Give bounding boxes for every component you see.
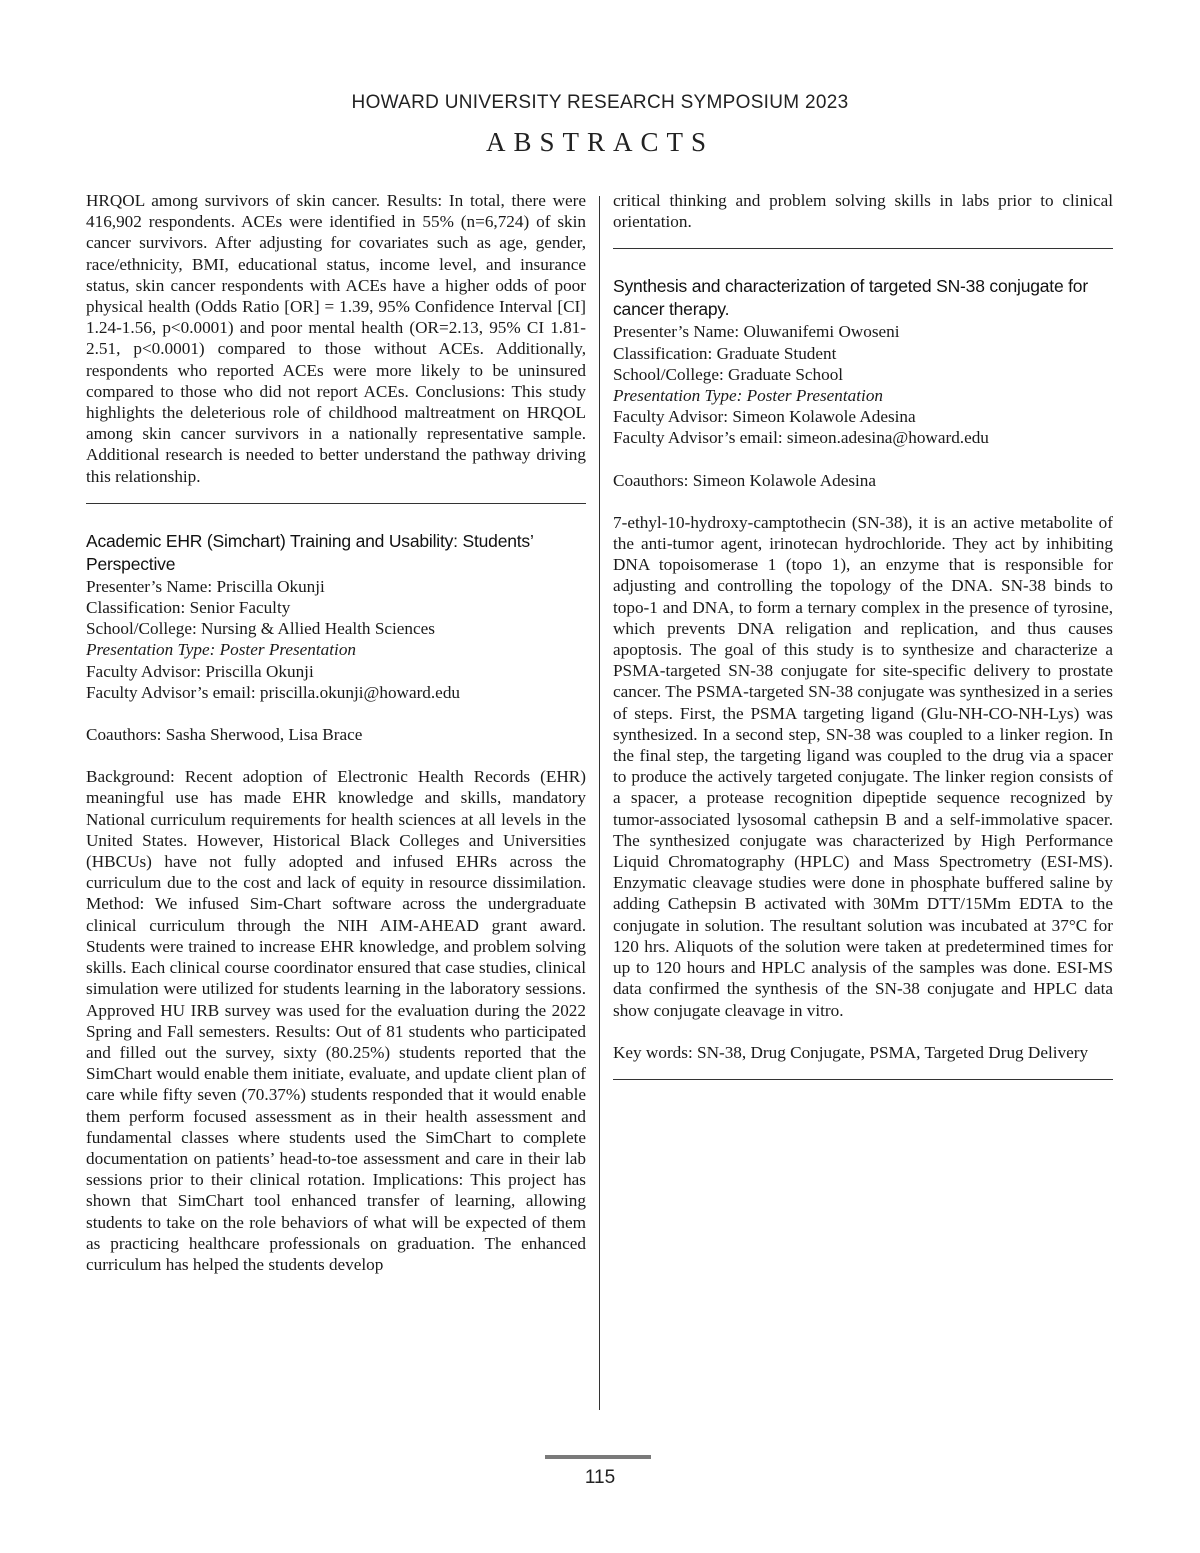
presentation-type: Presentation Type: Poster Presentation bbox=[613, 386, 884, 406]
left-column bbox=[86, 190, 586, 1275]
section-title: ABSTRACTS bbox=[485, 127, 715, 157]
keywords: Key words: SN-38, Drug Conjugate, PSMA, Targeted Drug Delivery bbox=[613, 1042, 1089, 1062]
abstract-title: Academic EHR (Simchart) Training and Usability: Students’ Perspective bbox=[86, 530, 534, 574]
school-college: School/College: Graduate School bbox=[613, 364, 844, 384]
page-number: 115 bbox=[584, 1467, 616, 1488]
abstract-separator bbox=[86, 503, 586, 504]
coauthors: Coauthors: Simeon Kolawole Adesina bbox=[613, 470, 877, 490]
classification: Classification: Graduate Student bbox=[613, 343, 837, 363]
continued-abstract-text: HRQOL among survivors of skin cancer. Results: In total, there were 416,902 respondents. ACEs were identified in 55% (n=6,724) of skin cancer survivors. After adjusting for covariates such as age, gender, race/ethnicity, BMI, educational status, income level, and insurance status, skin cancer respondents with ACEs have a higher odds of poor physical health (Odds Ratio [OR] = 1.39, 95% Confidence Interval [CI] 1.24-1.56, p<0.0001) and poor mental health (OR=2.13, 95% CI 1.81-2.51, p<0.0001) compared to those without ACEs. Additionally, respondents who reported ACEs were more likely to be uninsured compared to those who did not report ACEs. Conclusions: This study highlights the deleterious role of childhood maltreatment on HRQOL among skin cancer survivors in a nationally representative sample. Additional research is needed to better understand the pathway driving this relationship. bbox=[86, 191, 586, 486]
coauthors: Coauthors: Sasha Sherwood, Lisa Brace bbox=[86, 725, 363, 745]
presenter-name: Presenter’s Name: Oluwanifemi Owoseni bbox=[613, 322, 900, 342]
abstract-title: Synthesis and characterization of targeted SN-38 conjugate for cancer therapy. bbox=[613, 276, 1088, 320]
faculty-advisor-email: Faculty Advisor’s email: simeon.adesina@howard.edu bbox=[613, 428, 989, 448]
abstract-body: 7-ethyl-10-hydroxy-camptothecin (SN-38), it is an active metabolite of the anti-tumor agent, irinotecan hydrochloride. They act by inhibiting DNA topoisomerase 1 (topo 1), an enzyme that is responsible for adjusting and controlling the topology of the DNA. SN-38 binds to topo-1 and DNA, to form a ternary complex in the presence of tyrosine, which prevents DNA religation and replication, and thus causes apoptosis. The goal of this study is to synthesize and characterize a PSMA-targeted SN-38 conjugate for site-specific delivery to prostate cancer. The PSMA-targeted SN-38 conjugate was synthesized in a series of steps. First, the PSMA targeting ligand (Glu-NH-CO-NH-Lys) was synthesized. In a second step, SN-38 was coupled to a linker region. In the final step, the targeting ligand was coupled to the drug via a spacer to produce the actively targeted conjugate. The linker region consists of a spacer, a protease recognition dipeptide sequence recognized by tumor-associated lysosomal cathepsin B and a self-immolative spacer. The synthesized conjugate was characterized by High Performance Liquid Chromatography (HPLC) and Mass Spectrometry (ESI-MS). Enzymatic cleavage studies were done in phosphate buffered saline by adding Cathepsin B activated with 30Mm DTT/15Mm EDTA to the conjugate in solution. The resultant solution was incubated at 37°C for 120 hrs. Aliquots of the solution were taken at predetermined times for up to 120 hours and HPLC analysis of the samples was done. ESI-MS data confirmed the synthesis of the SN-38 conjugate and HPLC data show conjugate cleavage in vitro. bbox=[613, 512, 1113, 1020]
faculty-advisor: Faculty Advisor: Simeon Kolawole Adesina bbox=[613, 407, 916, 427]
faculty-advisor-email: Faculty Advisor’s email: priscilla.okunji@howard.edu bbox=[86, 682, 461, 702]
abstract-body: Background: Recent adoption of Electronic Health Records (EHR) meaningful use has made EHR knowledge and skills, mandatory National curriculum requirements for health sciences at all levels in the United States. However, Historical Black Colleges and Universities (HBCUs) have not fully adopted and infused EHRs across the curriculum due to the cost and lack of equity in resource dissimilation. Method: We infused Sim-Chart software across the undergraduate clinical curriculum through the NIH AIM-AHEAD grant award. Students were trained to increase EHR knowledge, and problem solving skills. Each clinical course coordinator ensured that case studies, clinical simulation were utilized for students learning in the laboratory sessions. Approved HU IRB survey was used for the evaluation during the 2022 Spring and Fall semesters. Results: Out of 81 students who participated and filled out the survey, sixty (80.25%) students reported that the SimChart would enable them initiate, evaluate, and update client plan of care while fifty seven (70.37%) students responded that it would enable them perform focused assessment as in their health assessment and fundamental classes where students used the SimChart to complete documentation on patients’ head-to-toe assessment and care in their lab sessions prior to their clinical rotation. Implications: This project has shown that SimChart tool enhanced transfer of learning, allowing students to take on the role behaviors of what will be expected of them as practicing healthcare professionals on graduation. The enhanced curriculum has helped the students develop bbox=[86, 767, 586, 1274]
school-college: School/College: Nursing & Allied Health Sciences bbox=[86, 619, 435, 639]
classification: Classification: Senior Faculty bbox=[86, 598, 291, 618]
abstract-separator bbox=[613, 248, 1113, 249]
presenter-name: Presenter’s Name: Priscilla Okunji bbox=[86, 576, 325, 596]
column-divider bbox=[599, 196, 600, 1410]
abstract-separator bbox=[613, 1079, 1113, 1080]
right-column bbox=[613, 190, 1113, 1080]
presentation-type: Presentation Type: Poster Presentation bbox=[86, 640, 357, 660]
faculty-advisor: Faculty Advisor: Priscilla Okunji bbox=[86, 661, 314, 681]
footer-accent-bar bbox=[545, 1455, 651, 1459]
continued-abstract-text: critical thinking and problem solving skills in labs prior to clinical orientation. bbox=[613, 191, 1113, 232]
running-header: HOWARD UNIVERSITY RESEARCH SYMPOSIUM 2023 bbox=[351, 92, 849, 113]
